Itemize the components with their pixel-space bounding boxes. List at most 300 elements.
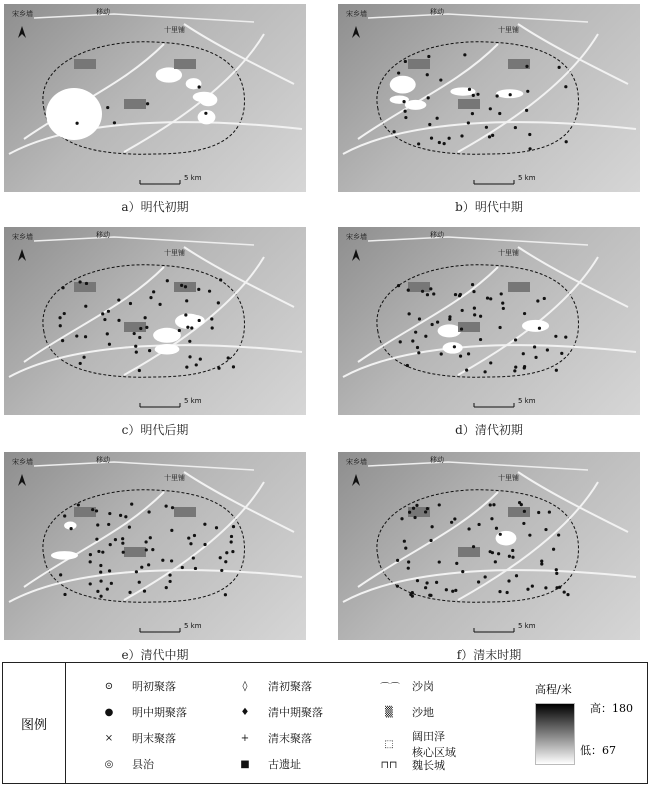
map-label: 宋乡墙	[346, 458, 367, 466]
legend-symbol-icon: ⬚	[384, 738, 394, 750]
sand-land-hatch	[124, 322, 146, 332]
settlement-marker	[473, 313, 476, 316]
river-line	[124, 34, 264, 152]
settlement-marker	[438, 503, 441, 506]
settlement-marker	[397, 71, 400, 74]
legend-item	[236, 704, 323, 720]
settlement-marker	[429, 287, 432, 290]
legend-label: 魏长城	[412, 759, 445, 772]
settlement-marker	[168, 573, 171, 576]
settlement-marker	[147, 563, 150, 566]
settlement-marker	[220, 569, 223, 572]
settlement-marker	[148, 349, 151, 352]
settlement-marker	[467, 121, 470, 124]
map-label: 移动	[96, 8, 110, 16]
map-label: 宋乡墙	[12, 458, 33, 466]
legend-item	[100, 678, 176, 694]
settlement-marker	[103, 318, 106, 321]
map-drawing	[338, 452, 640, 640]
settlement-marker	[122, 551, 125, 554]
settlement-marker	[413, 516, 416, 519]
sand-patch	[199, 93, 217, 106]
settlement-marker	[149, 296, 152, 299]
settlement-marker	[215, 526, 218, 529]
settlement-marker	[59, 324, 62, 327]
settlement-marker	[211, 326, 214, 329]
legend-label: 古遗址	[268, 758, 301, 771]
settlement-marker	[75, 334, 78, 337]
legend-label: 沙地	[412, 706, 434, 719]
settlement-marker	[407, 560, 410, 563]
settlement-marker	[430, 137, 433, 140]
river-line	[518, 472, 628, 532]
settlement-marker	[169, 580, 172, 583]
settlement-marker	[427, 55, 430, 58]
settlement-marker	[485, 126, 488, 129]
settlement-marker	[460, 327, 463, 330]
settlement-marker	[144, 316, 147, 319]
sand-patch	[51, 551, 78, 560]
river-line	[343, 345, 636, 377]
settlement-marker	[192, 556, 195, 559]
map-drawing	[338, 4, 640, 192]
settlement-marker	[479, 315, 482, 318]
settlement-marker	[199, 358, 202, 361]
settlement-marker	[472, 545, 475, 548]
settlement-marker	[108, 512, 111, 515]
settlement-marker	[471, 112, 474, 115]
settlement-marker	[454, 589, 457, 592]
settlement-marker	[95, 538, 98, 541]
settlement-marker	[468, 88, 471, 91]
settlement-marker	[518, 501, 521, 504]
settlement-marker	[58, 316, 61, 319]
settlement-marker	[61, 286, 64, 289]
settlement-marker	[424, 586, 427, 589]
settlement-marker	[107, 310, 110, 313]
settlement-marker	[540, 562, 543, 565]
settlement-marker	[416, 579, 419, 582]
settlement-marker	[63, 593, 66, 596]
settlement-marker	[428, 594, 431, 597]
settlement-marker	[404, 60, 407, 63]
settlement-marker	[225, 551, 228, 554]
core-area-boundary	[377, 265, 579, 377]
settlement-marker	[84, 335, 87, 338]
settlement-marker	[453, 517, 456, 520]
river-line	[358, 267, 498, 362]
legend-symbol-icon: ♦	[240, 706, 250, 718]
settlement-marker	[472, 94, 475, 97]
settlement-marker	[438, 141, 441, 144]
settlement-marker	[128, 526, 131, 529]
settlement-marker	[564, 85, 567, 88]
settlement-marker	[459, 355, 462, 358]
settlement-marker	[477, 523, 480, 526]
settlement-marker	[489, 361, 492, 364]
river-line	[24, 267, 164, 362]
river-line	[458, 257, 598, 375]
settlement-marker	[448, 318, 451, 321]
settlement-marker	[489, 503, 492, 506]
settlement-marker	[461, 570, 464, 573]
settlement-marker	[489, 550, 492, 553]
settlement-marker	[138, 581, 141, 584]
settlement-marker	[96, 523, 99, 526]
settlement-marker	[455, 562, 458, 565]
settlement-marker	[117, 319, 120, 322]
legend-label: 明末聚落	[132, 732, 176, 745]
settlement-marker	[194, 567, 197, 570]
settlement-marker	[492, 503, 495, 506]
settlement-marker	[224, 560, 227, 563]
settlement-marker	[564, 336, 567, 339]
legend-label: 清末聚落	[268, 732, 312, 745]
settlement-marker	[544, 528, 547, 531]
legend-item	[380, 728, 456, 760]
settlement-marker	[97, 550, 100, 553]
settlement-marker	[106, 106, 109, 109]
legend-item	[236, 730, 312, 746]
settlement-marker	[436, 321, 439, 324]
settlement-marker	[501, 302, 504, 305]
settlement-marker	[508, 555, 511, 558]
settlement-marker	[426, 507, 429, 510]
settlement-marker	[121, 542, 124, 545]
map-label: 十里铺	[498, 26, 519, 34]
settlement-marker	[84, 305, 87, 308]
settlement-marker	[121, 537, 124, 540]
settlement-marker	[402, 100, 405, 103]
settlement-marker	[89, 560, 92, 563]
settlement-marker	[412, 507, 415, 510]
settlement-marker	[101, 551, 104, 554]
settlement-marker	[186, 326, 189, 329]
settlement-marker	[509, 93, 512, 96]
settlement-marker	[522, 522, 525, 525]
settlement-marker	[558, 66, 561, 69]
scale-bar	[140, 180, 180, 184]
map-label: 移动	[96, 231, 110, 239]
legend-symbol-icon: ◊	[242, 680, 248, 692]
settlement-marker	[107, 523, 110, 526]
settlement-marker	[77, 503, 80, 506]
legend-label: 阔田泽 核心区域	[412, 730, 456, 759]
legend-label: 清初聚落	[268, 680, 312, 693]
settlement-marker	[436, 117, 439, 120]
core-area-boundary	[43, 265, 245, 377]
settlement-marker	[479, 338, 482, 341]
map-label: 十里铺	[498, 474, 519, 482]
sand-land-hatch	[408, 59, 430, 69]
settlement-marker	[554, 335, 557, 338]
legend-item	[100, 704, 187, 720]
settlement-marker	[124, 515, 127, 518]
legend-item	[236, 756, 301, 772]
settlement-marker	[489, 297, 492, 300]
map-drawing	[4, 4, 306, 192]
settlement-marker	[217, 367, 220, 370]
settlement-marker	[145, 548, 148, 551]
settlement-marker	[523, 312, 526, 315]
map-label: 5 km	[184, 397, 202, 405]
settlement-marker	[500, 292, 503, 295]
settlement-marker	[232, 365, 235, 368]
settlement-marker	[417, 351, 420, 354]
sand-land-hatch	[458, 99, 480, 109]
legend-symbol-icon: ×	[104, 732, 114, 744]
settlement-marker	[408, 312, 411, 315]
river-line	[184, 472, 294, 532]
settlement-marker	[63, 312, 66, 315]
settlement-marker	[428, 123, 431, 126]
legend-item	[236, 678, 312, 694]
settlement-marker	[91, 508, 94, 511]
settlement-marker	[459, 293, 462, 296]
settlement-marker	[538, 327, 541, 330]
north-arrow-icon	[18, 474, 26, 486]
settlement-marker	[417, 142, 420, 145]
settlement-marker	[165, 505, 168, 508]
map-label: 5 km	[518, 622, 536, 630]
elevation-gradient	[535, 703, 575, 765]
settlement-marker	[89, 582, 92, 585]
settlement-marker	[143, 590, 146, 593]
legend-label: 明中期聚落	[132, 706, 187, 719]
settlement-marker	[440, 352, 443, 355]
settlement-marker	[490, 517, 493, 520]
settlement-marker	[563, 590, 566, 593]
settlement-marker	[429, 539, 432, 542]
settlement-marker	[61, 339, 64, 342]
settlement-marker	[565, 140, 568, 143]
map-drawing	[338, 227, 640, 415]
settlement-marker	[511, 549, 514, 552]
settlement-marker	[188, 355, 191, 358]
settlement-marker	[404, 116, 407, 119]
settlement-marker	[397, 284, 400, 287]
settlement-marker	[495, 527, 498, 530]
map-label: 5 km	[184, 174, 202, 182]
settlement-marker	[443, 142, 446, 145]
settlement-marker	[158, 303, 161, 306]
sand-land-hatch	[458, 547, 480, 557]
map-panel-5	[4, 452, 306, 640]
settlement-marker	[566, 593, 569, 596]
sand-land-hatch	[74, 59, 96, 69]
settlement-marker	[513, 369, 516, 372]
legend-symbol-icon: ⊙	[104, 680, 114, 692]
settlement-marker	[460, 134, 463, 137]
settlement-marker	[404, 110, 407, 113]
settlement-marker	[128, 591, 131, 594]
settlement-marker	[108, 343, 111, 346]
legend-label: 清中期聚落	[268, 706, 323, 719]
settlement-marker	[139, 327, 142, 330]
settlement-marker	[161, 559, 164, 562]
settlement-marker	[231, 550, 234, 553]
settlement-marker	[498, 326, 501, 329]
settlement-marker	[555, 572, 558, 575]
sand-patch	[185, 315, 205, 327]
settlement-marker	[426, 73, 429, 76]
settlement-marker	[166, 279, 169, 282]
settlement-marker	[471, 283, 474, 286]
settlement-marker	[499, 533, 502, 536]
settlement-marker	[79, 362, 82, 365]
settlement-marker	[560, 352, 563, 355]
legend-symbol-icon: +	[240, 732, 250, 744]
panel-caption: f）清末时期	[456, 648, 522, 662]
settlement-marker	[411, 595, 414, 598]
settlement-marker	[106, 588, 109, 591]
map-label: 十里铺	[164, 474, 185, 482]
legend-symbol-icon: ▒	[385, 706, 393, 718]
settlement-marker	[533, 345, 536, 348]
map-label: 移动	[96, 456, 110, 464]
settlement-marker	[552, 548, 555, 551]
settlement-marker	[439, 78, 442, 81]
north-arrow-icon	[352, 249, 360, 261]
settlement-marker	[59, 573, 62, 576]
settlement-marker	[461, 309, 464, 312]
settlement-marker	[467, 527, 470, 530]
settlement-marker	[149, 536, 152, 539]
wei-great-wall	[368, 237, 588, 245]
river-line	[343, 570, 636, 602]
legend-symbol-icon: ⊓⊓	[380, 759, 398, 771]
settlement-marker	[491, 134, 494, 137]
settlement-marker	[129, 302, 132, 305]
settlement-marker	[146, 102, 149, 105]
settlement-marker	[135, 570, 138, 573]
river-line	[518, 247, 628, 307]
settlement-marker	[494, 560, 497, 563]
map-drawing	[4, 227, 306, 415]
settlement-marker	[407, 289, 410, 292]
settlement-marker	[184, 285, 187, 288]
settlement-marker	[473, 307, 476, 310]
legend-item	[100, 730, 176, 746]
settlement-marker	[185, 299, 188, 302]
sand-patch	[450, 87, 475, 95]
settlement-marker	[543, 297, 546, 300]
settlement-marker	[497, 552, 500, 555]
river-line	[458, 34, 598, 152]
settlement-marker	[130, 503, 133, 506]
settlement-marker	[415, 504, 418, 507]
settlement-marker	[198, 319, 201, 322]
north-arrow-icon	[352, 26, 360, 38]
map-label: 5 km	[184, 622, 202, 630]
settlement-marker	[232, 525, 235, 528]
elevation-title: 高程/米	[535, 683, 572, 696]
settlement-marker	[528, 133, 531, 136]
settlement-marker	[165, 586, 168, 589]
settlement-marker	[203, 523, 206, 526]
settlement-marker	[540, 560, 543, 563]
settlement-marker	[227, 356, 230, 359]
settlement-marker	[95, 509, 98, 512]
settlement-marker	[190, 326, 193, 329]
map-panel-2	[338, 4, 640, 192]
settlement-marker	[424, 335, 427, 338]
map-label: 移动	[430, 8, 444, 16]
settlement-marker	[523, 510, 526, 513]
settlement-marker	[219, 278, 222, 281]
settlement-marker	[526, 90, 529, 93]
settlement-marker	[421, 290, 424, 293]
settlement-marker	[208, 290, 211, 293]
settlement-marker	[99, 564, 102, 567]
panel-caption: a）明代初期	[121, 200, 189, 214]
settlement-marker	[511, 556, 514, 559]
settlement-marker	[467, 352, 470, 355]
settlement-marker	[188, 340, 191, 343]
legend-item	[380, 757, 445, 773]
map-panel-1	[4, 4, 306, 192]
river-line	[358, 492, 498, 587]
settlement-marker	[427, 96, 430, 99]
settlement-marker	[431, 525, 434, 528]
map-label: 移动	[430, 456, 444, 464]
sand-patch	[443, 342, 463, 354]
north-arrow-icon	[18, 26, 26, 38]
settlement-marker	[544, 586, 547, 589]
sand-patch	[153, 328, 181, 343]
settlement-marker	[537, 511, 540, 514]
settlement-marker	[89, 553, 92, 556]
sand-patch	[496, 531, 517, 546]
settlement-marker	[180, 284, 183, 287]
settlement-marker	[219, 556, 222, 559]
settlement-marker	[454, 293, 457, 296]
map-label: 宋乡墙	[12, 10, 33, 18]
settlement-marker	[404, 547, 407, 550]
settlement-marker	[184, 313, 187, 316]
settlement-marker	[101, 312, 104, 315]
settlement-marker	[193, 534, 196, 537]
river-line	[184, 247, 294, 307]
map-label: 十里铺	[498, 249, 519, 257]
settlement-marker	[396, 585, 399, 588]
settlement-marker	[414, 331, 417, 334]
settlement-marker	[106, 332, 109, 335]
settlement-marker	[181, 566, 184, 569]
sand-patch	[155, 344, 180, 354]
scale-bar	[474, 180, 514, 184]
settlement-marker	[476, 93, 479, 96]
scale-bar	[140, 628, 180, 632]
settlement-marker	[195, 363, 198, 366]
settlement-marker	[502, 307, 505, 310]
core-area-boundary	[377, 490, 579, 602]
settlement-marker	[170, 529, 173, 532]
sand-land-hatch	[174, 507, 196, 517]
legend-label: 沙岗	[412, 680, 434, 693]
settlement-marker	[555, 568, 558, 571]
settlement-marker	[151, 548, 154, 551]
settlement-marker	[498, 112, 501, 115]
settlement-marker	[178, 329, 181, 332]
scale-bar	[140, 403, 180, 407]
settlement-marker	[170, 559, 173, 562]
settlement-marker	[450, 521, 453, 524]
settlement-marker	[189, 542, 192, 545]
settlement-marker	[435, 581, 438, 584]
settlement-marker	[198, 85, 201, 88]
settlement-marker	[217, 301, 220, 304]
